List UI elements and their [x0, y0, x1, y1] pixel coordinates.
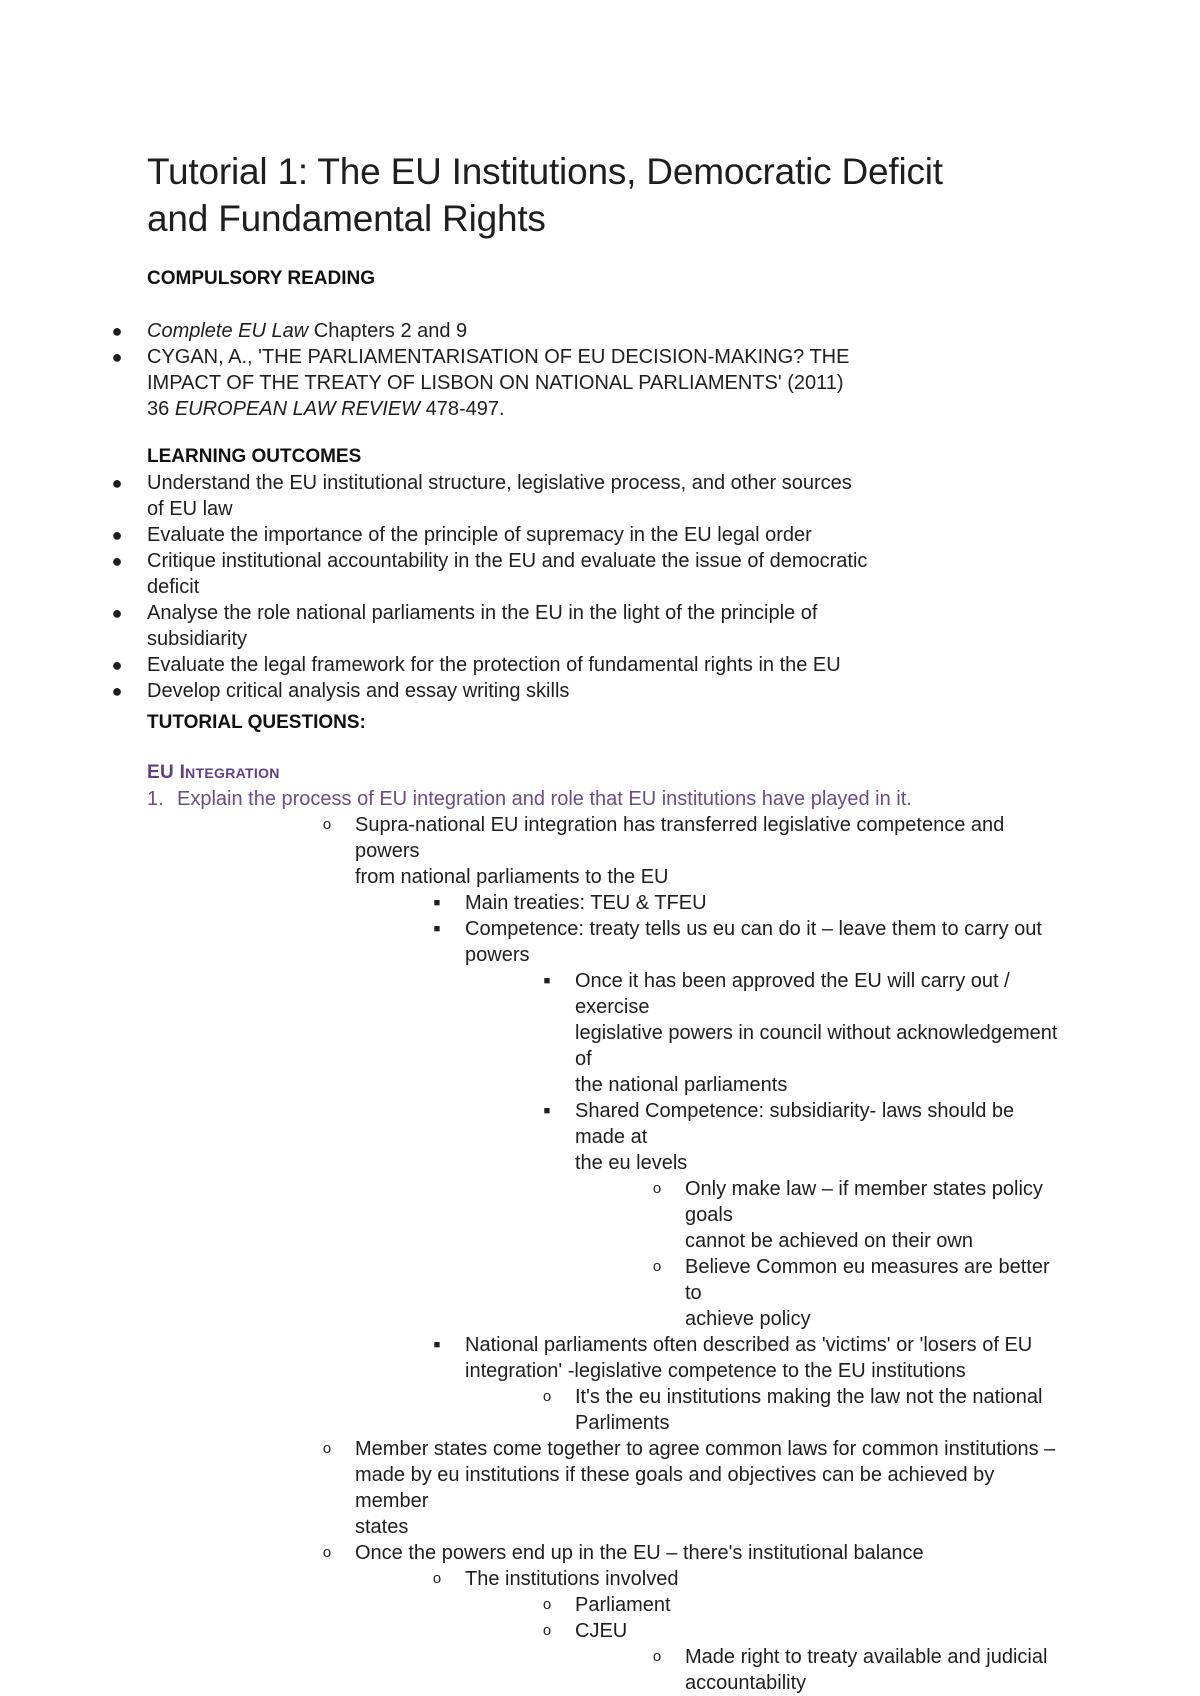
note-list [652, 1644, 1067, 1696]
learning-outcomes-section [147, 444, 1067, 470]
note-list [322, 1436, 1067, 1540]
note-item: o Made right to treaty available and judicial accountability [685, 1644, 1067, 1696]
title-line-2: and Fundamental Rights [147, 198, 546, 239]
journal-title: EUROPEAN LAW REVIEW [174, 398, 421, 420]
note-item: o The institutions involved [465, 1566, 1067, 1592]
bullet-icon: ● [111, 681, 123, 701]
note-list [433, 1332, 1067, 1384]
learning-outcomes-list [111, 470, 1067, 704]
note-item: o Member states come together to agree common laws for common institutions – made by eu institutions if these goals and objectives can be achieved by member states [355, 1436, 1067, 1540]
note-list [433, 890, 1067, 916]
circle-bullet-icon: o [432, 1570, 442, 1587]
learning-outcome-item: ● Evaluate the importance of the principle of supremacy in the EU legal order [147, 522, 1067, 548]
note-item: ■ Main treaties: TEU & TFEU [465, 890, 1067, 916]
bullet-icon: ● [111, 551, 123, 571]
learning-outcomes-heading: LEARNING OUTCOMES [147, 446, 362, 467]
note-list [433, 916, 1067, 968]
note-list [542, 1592, 1067, 1618]
note-list [543, 968, 1067, 1098]
learning-outcome-item: ● Analyse the role national parliaments in the EU in the light of the principle of subsidiarity [147, 600, 1067, 652]
note-item: o Once the powers end up in the EU – there's institutional balance [355, 1540, 1067, 1566]
note-item: ■ Shared Competence: subsidiarity- laws should be made at the eu levels [575, 1098, 1067, 1176]
reading-item: ● Complete EU Law Chapters 2 and 9 [147, 318, 1067, 344]
note-item: o Supra-national EU integration has transferred legislative competence and powers from national parliaments to the EU [355, 812, 1067, 890]
note-list [652, 1176, 1067, 1254]
note-item: ■ Once it has been approved the EU will carry out / exercise legislative powers in council without acknowledgement of the national parliaments [575, 968, 1067, 1098]
learning-outcome-item: ● Evaluate the legal framework for the protection of fundamental rights in the EU [147, 652, 1067, 678]
note-list [543, 1098, 1067, 1176]
square-bullet-icon: ■ [543, 1105, 551, 1117]
learning-outcome-item: ● Understand the EU institutional structure, legislative process, and other sources of EU law [147, 470, 1067, 522]
square-bullet-icon: ■ [433, 923, 441, 935]
square-bullet-icon: ■ [543, 975, 551, 987]
bullet-icon: ● [111, 655, 123, 675]
compulsory-reading-list [111, 318, 1067, 422]
note-item: ■ Competence: treaty tells us eu can do it – leave them to carry out powers [465, 916, 1067, 968]
circle-bullet-icon: o [652, 1648, 662, 1665]
circle-bullet-icon: o [542, 1388, 552, 1405]
square-bullet-icon: ■ [433, 897, 441, 909]
circle-bullet-icon: o [322, 816, 332, 833]
circle-bullet-icon: o [322, 1440, 332, 1457]
note-list [652, 1254, 1067, 1332]
circle-bullet-icon: o [542, 1622, 552, 1639]
note-list [322, 812, 1067, 890]
circle-bullet-icon: o [652, 1180, 662, 1197]
bullet-icon: ● [111, 525, 123, 545]
question-1 [147, 786, 1067, 812]
circle-bullet-icon: o [322, 1544, 332, 1561]
note-item: o Believe Common eu measures are better to achieve policy [685, 1254, 1067, 1332]
question-number: 1. [147, 788, 164, 810]
learning-outcome-item: ● Develop critical analysis and essay writing skills [147, 678, 1067, 704]
book-title: Complete EU Law [147, 320, 309, 342]
answer-notes [147, 812, 1067, 1696]
note-item: o CJEU [575, 1618, 1067, 1644]
page-title [147, 148, 1067, 242]
square-bullet-icon: ■ [433, 1339, 441, 1351]
note-item: o It's the eu institutions making the law not the national Parliments [575, 1384, 1067, 1436]
reading-item: ● CYGAN, A., 'THE PARLIAMENTARISATION OF EU DECISION-MAKING? THE IMPACT OF THE TREATY OF LISBON ON NATIONAL PARLIAMENTS' (2011) 36 EUROPEAN LAW REVIEW 478-497. [147, 344, 1067, 422]
bullet-icon: ● [111, 321, 123, 341]
tutorial-questions-heading: TUTORIAL QUESTIONS: [147, 712, 366, 733]
note-item: o Only make law – if member states policy goals cannot be achieved on their own [685, 1176, 1067, 1254]
bullet-icon: ● [111, 347, 123, 367]
compulsory-reading-heading: COMPULSORY READING [147, 268, 376, 289]
note-list [542, 1618, 1067, 1644]
note-list [322, 1540, 1067, 1566]
note-item: o Parliament [575, 1592, 1067, 1618]
bullet-icon: ● [111, 473, 123, 493]
learning-outcome-item: ● Critique institutional accountability in the EU and evaluate the issue of democratic deficit [147, 548, 1067, 600]
note-list [432, 1566, 1067, 1592]
note-list [542, 1384, 1067, 1436]
title-line-1: Tutorial 1: The EU Institutions, Democratic Deficit [147, 151, 943, 192]
note-item: ■ National parliaments often described as 'victims' or 'losers of EU integration' -legislative competence to the EU institutions [465, 1332, 1067, 1384]
circle-bullet-icon: o [652, 1258, 662, 1275]
document-page [111, 148, 1067, 1694]
compulsory-reading-section [147, 266, 1067, 292]
circle-bullet-icon: o [542, 1596, 552, 1613]
bullet-icon: ● [111, 603, 123, 623]
eu-integration-heading: EU INTEGRATION [147, 762, 280, 783]
question-text: Explain the process of EU integration and role that EU institutions have played in it. [177, 788, 912, 810]
tutorial-questions-section [147, 710, 1067, 736]
